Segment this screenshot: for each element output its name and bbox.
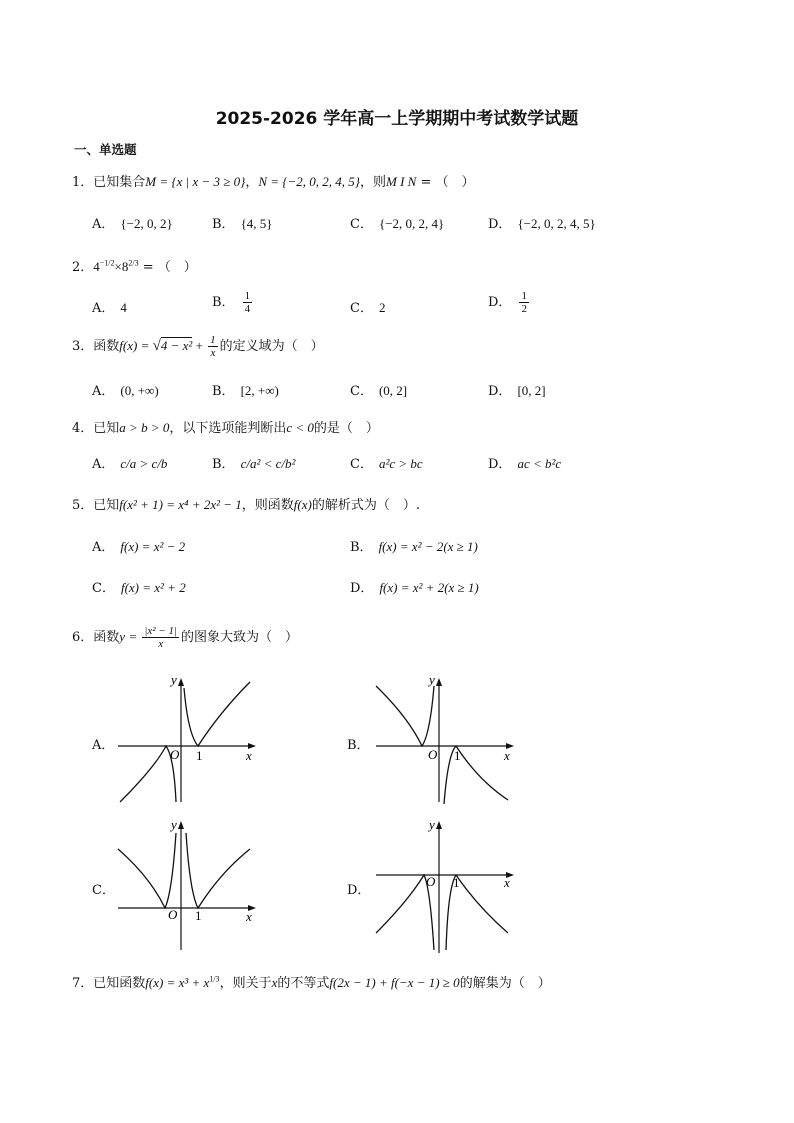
option-text: f(x) = x² + 2 <box>120 580 186 595</box>
option-fraction <box>243 290 253 315</box>
x-label: x <box>246 748 252 763</box>
question-text: 已知 <box>93 498 120 513</box>
option-text: f(x) = x² − 2(x ≥ 1) <box>378 539 478 554</box>
option-label: A． <box>92 217 115 232</box>
question-text: 已知函数 <box>93 976 146 991</box>
question-text: ，则 <box>359 175 386 190</box>
operator: + <box>192 338 207 353</box>
fraction <box>142 625 179 650</box>
option-text: (0, +∞) <box>120 383 159 398</box>
question-text: 的定义域为（ ） <box>219 339 324 354</box>
curve-right <box>184 682 250 746</box>
question-text: 的是（ ） <box>313 421 379 436</box>
q6-graph-d[interactable] <box>368 815 518 955</box>
origin-label: O <box>426 874 436 889</box>
fraction-denominator: x <box>210 347 216 359</box>
question-text: 的解集为（ ） <box>459 976 551 991</box>
y-axis-arrow-icon <box>436 678 442 686</box>
exponent: 2/3 <box>128 258 139 268</box>
y-label: y <box>429 672 435 687</box>
option-label: C． <box>350 217 373 232</box>
option-label: D． <box>488 217 512 232</box>
q6-graph-a[interactable] <box>110 672 260 807</box>
q4-option-b[interactable] <box>212 453 295 472</box>
question-number: 6． <box>72 630 94 645</box>
option-text: [0, 2] <box>517 383 546 398</box>
question-text: 函数 <box>93 339 120 354</box>
y-axis-arrow-icon <box>436 821 442 829</box>
tick-one-label: 1 <box>195 908 202 923</box>
q3-option-a[interactable] <box>92 380 159 399</box>
option-label: C． <box>350 384 373 399</box>
q6-graph-b[interactable] <box>368 672 518 807</box>
option-label: C． <box>350 301 373 316</box>
q6-option-b-label[interactable]: B． <box>347 738 370 753</box>
q5-option-a[interactable] <box>92 536 185 555</box>
option-label: A． <box>92 301 115 316</box>
q6-option-a-label[interactable]: A． <box>92 738 115 753</box>
fraction-denominator: x <box>158 638 164 650</box>
given-expression: f(x² + 1) = x⁴ + 2x² − 1 <box>119 497 242 512</box>
option-label: C． <box>92 581 115 596</box>
sqrt-radicand: 4 − x² <box>160 338 193 353</box>
option-label: D． <box>488 457 512 472</box>
option-text: c/a² < c/b² <box>240 456 296 471</box>
origin-label: O <box>168 907 178 922</box>
page-title: 2025-2026 学年高一上学期期中考试数学试题 <box>215 109 579 129</box>
origin-label: O <box>170 747 180 762</box>
question-text: 已知 <box>93 421 120 436</box>
option-label: B． <box>212 384 235 399</box>
section-heading: 一、单选题 <box>74 142 137 157</box>
q1-option-a[interactable] <box>92 213 173 232</box>
question-4 <box>72 417 379 436</box>
q2-option-a[interactable] <box>92 297 127 316</box>
y-label: y <box>171 817 177 832</box>
q5-option-d[interactable] <box>350 577 479 596</box>
option-text: a²c > bc <box>378 456 423 471</box>
fraction-numerator: 1 <box>521 290 527 302</box>
option-label: A． <box>92 457 115 472</box>
curve-left <box>376 686 434 746</box>
curve-left <box>120 746 176 802</box>
option-label: C． <box>350 457 373 472</box>
option-text: f(x) = x² − 2 <box>120 539 186 554</box>
question-text: ，则函数 <box>241 498 294 513</box>
x-label: x <box>504 748 510 763</box>
question-text: 的不等式 <box>277 976 330 991</box>
base: 8 <box>121 259 129 274</box>
condition-expression: a > b > 0 <box>119 420 170 435</box>
question-text: ，则关于 <box>219 976 272 991</box>
fraction-denominator: 2 <box>521 303 527 315</box>
q5-option-b[interactable] <box>350 536 478 555</box>
question-number: 2． <box>72 260 94 275</box>
question-text: 的图象大致为（ ） <box>181 630 299 645</box>
question-2 <box>72 256 197 275</box>
option-text: 2 <box>378 300 386 315</box>
fraction-numerator: |x² − 1| <box>144 625 177 637</box>
q3-option-d[interactable] <box>488 380 546 399</box>
option-label: B． <box>212 295 235 310</box>
question-number: 4． <box>72 421 94 436</box>
option-label: D． <box>488 295 512 310</box>
option-text: ac < b²c <box>517 456 562 471</box>
y-axis-arrow-icon <box>178 821 184 829</box>
question-text: 已知集合 <box>93 175 146 190</box>
curve-left <box>118 833 176 908</box>
set-n-expression: N = {−2, 0, 2, 4, 5} <box>258 174 360 189</box>
q1-option-c[interactable] <box>350 213 444 232</box>
question-text: = （ ） <box>138 260 197 275</box>
option-label: D． <box>350 581 374 596</box>
q2-option-d[interactable] <box>488 290 531 315</box>
tick-one-label: 1 <box>196 748 203 763</box>
y-label: y <box>429 817 435 832</box>
q6-option-d-label[interactable]: D． <box>347 883 371 898</box>
tick-one-label: 1 <box>454 748 461 763</box>
q4-option-d[interactable] <box>488 453 561 472</box>
question-text: = （ ） <box>416 175 475 190</box>
question-3 <box>72 334 324 359</box>
inequality-expression: f(2x − 1) + f(−x − 1) ≥ 0 <box>329 975 460 990</box>
intersection-expression: M I N <box>385 174 417 189</box>
option-label: B． <box>212 457 235 472</box>
question-6 <box>72 625 298 650</box>
option-text: 4 <box>120 300 127 315</box>
option-label: B． <box>350 540 373 555</box>
sqrt-symbol: √ <box>152 338 161 354</box>
option-label: A． <box>92 384 115 399</box>
option-text: {−2, 0, 2, 4, 5} <box>517 216 596 231</box>
set-m-expression: M = {x | x − 3 ≥ 0} <box>145 174 246 189</box>
fraction-denominator: 4 <box>244 303 251 315</box>
question-number: 5． <box>72 498 94 513</box>
q4-option-a[interactable] <box>92 453 167 472</box>
q6-graph-c[interactable] <box>110 815 260 955</box>
option-text: (0, 2] <box>378 383 408 398</box>
question-text: ，以下选项能判断出 <box>169 421 287 436</box>
q3-option-c[interactable] <box>350 380 407 399</box>
q1-option-d[interactable] <box>488 213 596 232</box>
question-number: 7． <box>72 976 94 991</box>
operator: × <box>114 259 122 274</box>
question-1 <box>72 171 475 190</box>
q4-option-c[interactable] <box>350 453 423 472</box>
option-text: f(x) = x² + 2(x ≥ 1) <box>379 580 479 595</box>
x-label: x <box>504 875 510 890</box>
option-text: [2, +∞) <box>240 383 279 398</box>
x-label: x <box>246 909 252 924</box>
conclusion-expression: c < 0 <box>286 420 314 435</box>
q2-option-b[interactable] <box>212 290 254 315</box>
question-5 <box>72 494 420 513</box>
option-label: A． <box>92 540 115 555</box>
option-fraction <box>519 290 529 315</box>
q2-option-c[interactable] <box>350 297 385 316</box>
option-text: {−2, 0, 2} <box>120 216 173 231</box>
function-expression: f(x) = x³ + x <box>145 975 210 990</box>
q1-option-b[interactable] <box>212 213 273 232</box>
q3-option-b[interactable] <box>212 380 279 399</box>
fraction-numerator: 1 <box>210 334 216 346</box>
y-axis-arrow-icon <box>178 678 184 686</box>
option-text: c/a > c/b <box>120 456 168 471</box>
question-text: 函数 <box>93 630 120 645</box>
question-number: 3． <box>72 339 94 354</box>
curve-right <box>186 833 250 908</box>
origin-label: O <box>428 747 438 762</box>
question-number: 1． <box>72 175 94 190</box>
fraction-numerator: 1 <box>244 290 251 302</box>
exponent: −1/2 <box>99 258 115 268</box>
fraction <box>208 334 218 359</box>
base: 4 <box>93 259 100 274</box>
q6-option-c-label[interactable]: C． <box>92 883 115 898</box>
variable: x <box>271 975 278 990</box>
q5-option-c[interactable] <box>92 577 186 596</box>
question-text: 的解析式为（ ）. <box>311 498 420 513</box>
question-7 <box>72 972 551 991</box>
y-label: y <box>171 672 177 687</box>
option-text: {−2, 0, 2, 4} <box>378 216 445 231</box>
separator: ， <box>245 175 259 190</box>
function-name: y = <box>119 629 141 644</box>
exponent: 1/3 <box>209 974 220 984</box>
function-expression: f(x) = <box>119 338 153 353</box>
option-text: {4, 5} <box>240 216 273 231</box>
option-label: B． <box>212 217 235 232</box>
function-name: f(x) <box>293 497 312 512</box>
option-label: D． <box>488 384 512 399</box>
tick-one-label: 1 <box>453 875 460 890</box>
